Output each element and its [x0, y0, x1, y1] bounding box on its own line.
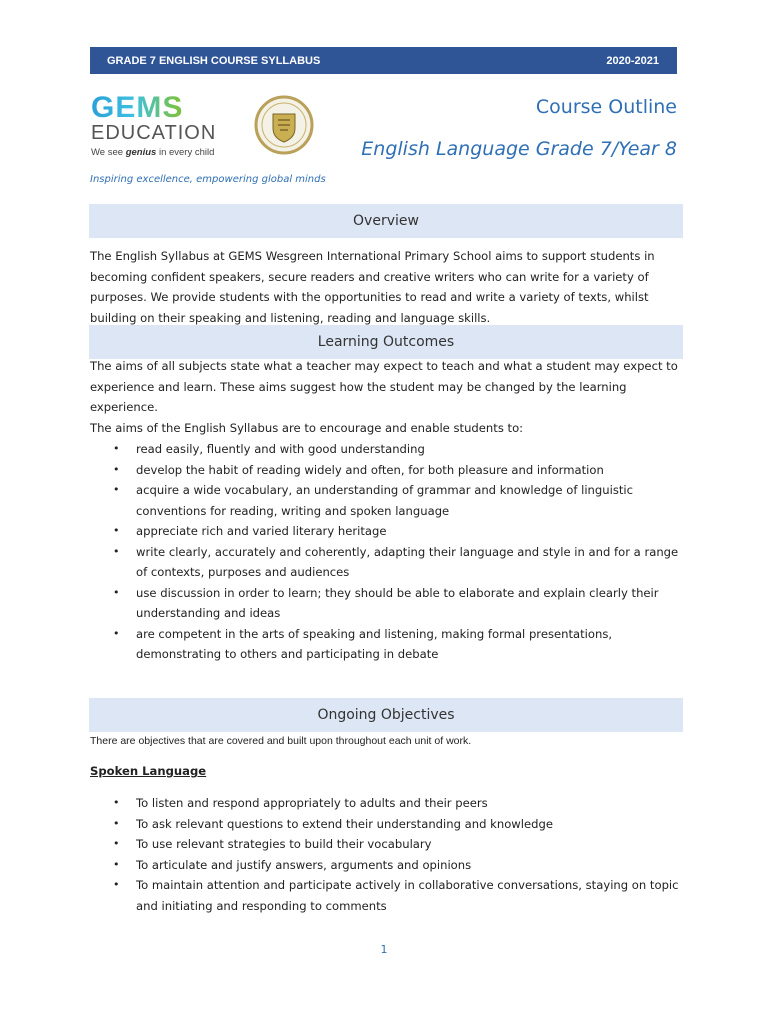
learning-outcomes-heading-text: Learning Outcomes: [317, 334, 455, 350]
learning-outcomes-list: [90, 439, 682, 665]
list-item: • read easily, fluently and with good understanding: [90, 439, 682, 460]
learning-outcomes-heading: [89, 325, 683, 359]
list-item: • To maintain attention and participate actively in collaborative conversations, staying on topic and initiating and responding to comments: [90, 875, 682, 916]
gems-education-logo: [91, 91, 236, 164]
overview-heading: [89, 204, 683, 238]
school-crest-icon: [254, 94, 314, 156]
list-item: • To articulate and justify answers, arguments and opinions: [90, 855, 682, 876]
list-item: • are competent in the arts of speaking and listening, making formal presentations, demonstrating to others and participating in debate: [90, 624, 682, 665]
tagline: Inspiring excellence, empowering global minds: [90, 174, 326, 185]
header-bar: [90, 47, 677, 74]
list-item: • To use relevant strategies to build their vocabulary: [90, 834, 682, 855]
page-number: 1: [380, 943, 388, 956]
ongoing-objectives-heading-text: Ongoing Objectives: [317, 707, 455, 723]
spoken-language-list: [90, 793, 682, 916]
course-subtitle: English Language Grade 7/Year 8: [361, 138, 677, 160]
header-year: 2020-2021: [606, 54, 659, 67]
list-item: • develop the habit of reading widely and often, for both pleasure and information: [90, 460, 682, 481]
learning-outcomes-aims: The aims of the English Syllabus are to encourage and enable students to:: [90, 421, 524, 435]
list-item: • To listen and respond appropriately to adults and their peers: [90, 793, 682, 814]
logo-tag-post: in every child: [156, 147, 215, 158]
logo-tagline: [91, 147, 236, 158]
logo-letters: GEMS: [91, 94, 236, 122]
header-course-title: GRADE 7 ENGLISH COURSE SYLLABUS: [107, 54, 321, 67]
list-item: • use discussion in order to learn; they should be able to elaborate and explain clearly their understanding and ideas: [90, 583, 682, 624]
learning-outcomes-intro: The aims of all subjects state what a teacher may expect to teach and what a student may expect to experience and learn. These aims suggest how the student may be changed by the learning experience.: [90, 359, 678, 414]
list-item: • write clearly, accurately and coherently, adapting their language and style in and for a range of contexts, purposes and audiences: [90, 542, 682, 583]
logo-tag-em: genius: [125, 147, 157, 158]
list-item: • acquire a wide vocabulary, an understanding of grammar and knowledge of linguistic conventions for reading, writing and spoken language: [90, 480, 682, 521]
list-item: • appreciate rich and varied literary heritage: [90, 521, 682, 542]
ongoing-objectives-heading: [89, 698, 683, 732]
list-item: • To ask relevant questions to extend their understanding and knowledge: [90, 814, 682, 835]
spoken-language-heading: Spoken Language: [90, 764, 207, 778]
logo-education: EDUCATION: [91, 122, 217, 144]
ongoing-objectives-note: There are objectives that are covered and built upon throughout each unit of work.: [90, 735, 472, 747]
overview-paragraph: The English Syllabus at GEMS Wesgreen International Primary School aims to support students in becoming confident speakers, secure readers and creative writers who can write for a variety of purposes. We provide students with the opportunities to read and write a variety of texts, whilst building on their speaking and listening, reading and language skills.: [90, 249, 655, 325]
logo-tag-pre: We see: [91, 147, 126, 158]
course-outline-title: Course Outline: [535, 96, 677, 118]
overview-heading-text: Overview: [353, 213, 419, 229]
